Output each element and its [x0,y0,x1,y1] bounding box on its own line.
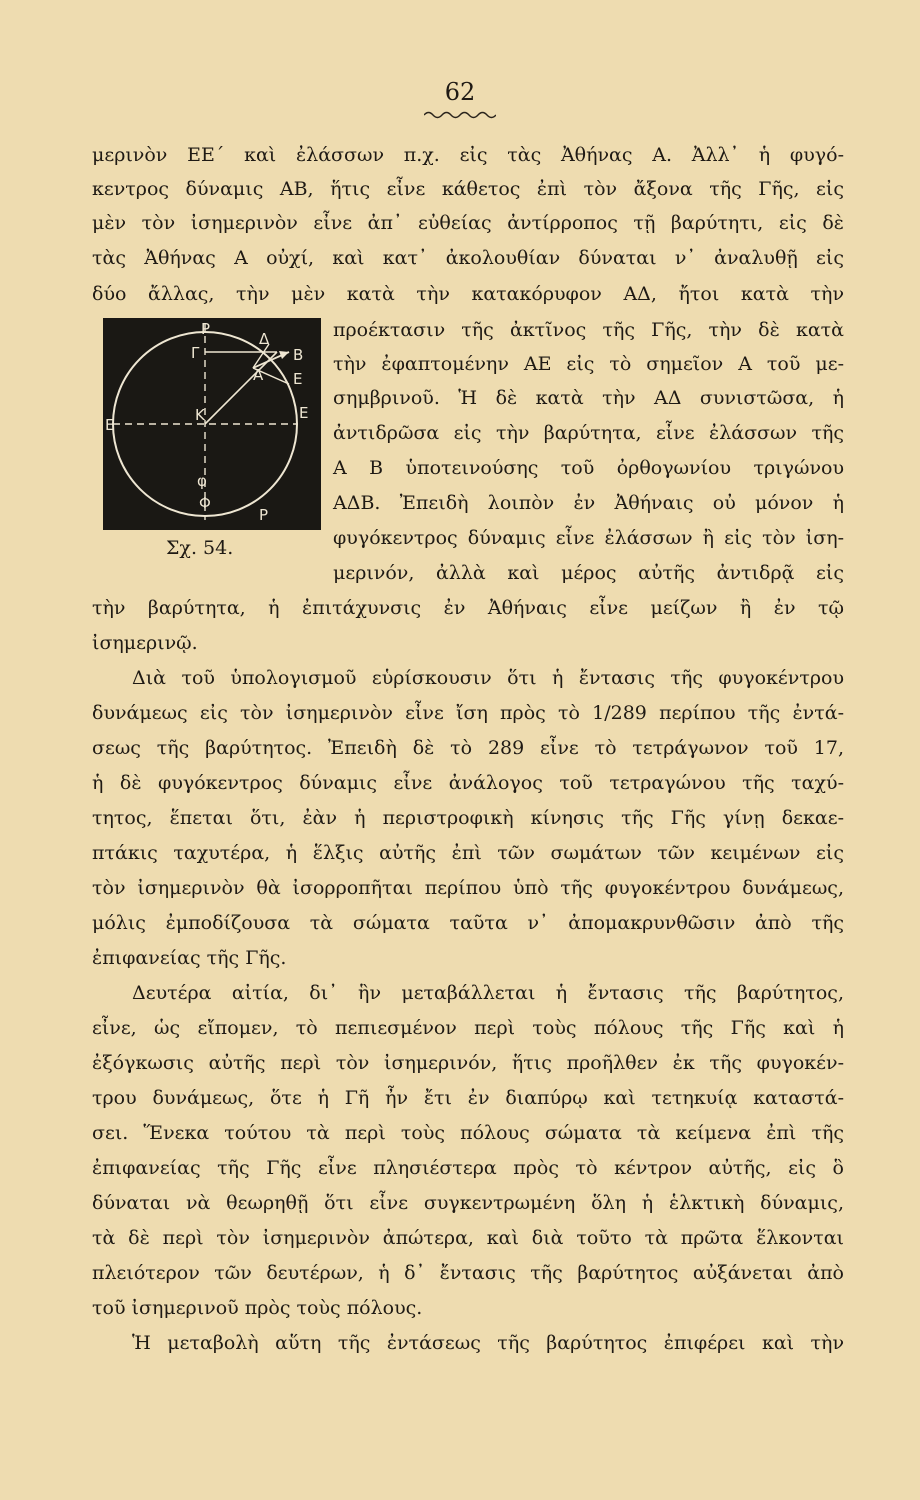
text-line: δύναται νὰ θεωρηθῇ ὅτι εἶνε συγκεντρωμένη ὅλη ἡ ἑλκτικὴ δύναμις, [92,1192,844,1214]
text-line: τρου δυνάμεως, ὅτε ἡ Γῆ ἦν ἔτι ἐν διαπύρῳ καὶ τετηκυίᾳ καταστά- [92,1087,844,1109]
text-line: ἐπιφανείας τῆς Γῆς. [92,947,287,969]
label-phi-small: φ [197,472,207,490]
label-A: A [253,366,264,384]
label-E-right1: E [293,370,303,388]
text-line: Ἡ μεταβολὴ αὕτη τῆς ἐντάσεως τῆς βαρύτητος ἐπιφέρει καὶ τὴν [132,1332,844,1354]
text-line: προέκτασιν τῆς ἀκτῖνος τῆς Γῆς, τὴν δὲ κατὰ [333,319,844,341]
text-line: τητος, ἕπεται ὅτι, ἐὰν ἡ περιστροφικὴ κίνησις τῆς Γῆς γίνῃ δεκαε- [92,807,844,829]
label-P-bottom: P [259,506,269,524]
label-Phi: Φ [199,494,211,512]
text-line: ἐπιφανείας τῆς Γῆς εἶνε πλησιέστερα πρὸς τὸ κέντρον αὐτῆς, εἰς ὃ [92,1157,844,1179]
text-line: κεντρος δύναμις ΑΒ, ἥτις εἶνε κάθετος ἐπὶ τὸν ἄξονα τῆς Γῆς, εἰς [92,178,844,200]
text-line: φυγόκεντρος δύναμις εἶνε ἐλάσσων ἢ εἰς τὸν ἰση- [333,527,844,549]
ornament-divider-icon [424,110,496,120]
text-line: εἶνε, ὡς εἴπομεν, τὸ πεπιεσμένον περὶ τοὺς πόλους τῆς Γῆς καὶ ἡ [92,1017,844,1039]
text-line: δυνάμεως εἰς τὸν ἰσημερινὸν εἶνε ἴση πρὸς τὸ 1/289 περίπου τῆς ἐντά- [92,702,844,724]
text-line: σει. Ἕνεκα τούτου τὰ περὶ τοὺς πόλους σώματα τὰ κείμενα ἐπὶ τῆς [92,1122,844,1144]
text-line: τὰ δὲ περὶ τὸν ἰσημερινὸν ἀπώτερα, καὶ διὰ τοῦτο τὰ πρῶτα ἕλκονται [92,1227,844,1249]
text-line: μερινὸν ΕΕ΄ καὶ ἐλάσσων π.χ. εἰς τὰς Ἀθήνας Α. Ἀλλ᾿ ἡ φυγό- [92,144,844,166]
text-line: ἐξόγκωσις αὐτῆς περὶ τὸν ἰσημερινόν, ἥτις προῆλθεν ἐκ τῆς φυγοκέν- [92,1052,844,1074]
label-B: B [293,346,304,364]
text-line: Α Β ὑποτεινούσης τοῦ ὀρθογωνίου τριγώνου [333,457,844,479]
text-line: μερινόν, ἀλλὰ καὶ μέρος αὐτῆς ἀντιδρᾷ εἰς [333,562,844,584]
label-G: Γ [191,344,200,362]
text-line: σημβρινοῦ. Ἡ δὲ κατὰ τὴν ΑΔ συνιστῶσα, ἡ [333,387,844,409]
text-line: μόλις ἐμποδίζουσα τὰ σώματα ταῦτα ν᾿ ἀπομακρυνθῶσιν ἀπὸ τῆς [92,912,844,934]
text-line: ἡ δὲ φυγόκεντρος δύναμις εἶνε ἀνάλογος τοῦ τετραγώνου τῆς ταχύ- [92,772,844,794]
text-line: μὲν τὸν ἰσημερινὸν εἶνε ἀπ᾿ εὐθείας ἀντίρροπος τῇ βαρύτητι, εἰς δὲ [92,212,844,234]
label-K: K [195,406,205,424]
page-number: 62 [444,78,476,106]
figure-caption: Σχ. 54. [166,537,234,559]
label-P-top: P [201,320,211,338]
text-line: τοῦ ἰσημερινοῦ πρὸς τοὺς πόλους. [92,1297,423,1319]
label-E-right2: E [299,404,309,422]
text-line: σεως τῆς βαρύτητος. Ἐπειδὴ δὲ τὸ 289 εἶνε τὸ τετράγωνον τοῦ 17, [92,737,844,759]
text-line: Διὰ τοῦ ὑπολογισμοῦ εὑρίσκουσιν ὅτι ἡ ἔντασις τῆς φυγοκέντρου [132,667,844,689]
label-D: Δ [259,330,270,348]
figure-diagram [103,318,321,530]
circle-diagram [103,318,321,530]
text-line: τὰς Ἀθήνας Α οὐχί, καὶ κατ᾿ ἀκολουθίαν δύναται ν᾿ ἀναλυθῇ εἰς [92,247,844,269]
text-line: Δευτέρα αἰτία, δι᾿ ἣν μεταβάλλεται ἡ ἔντασις τῆς βαρύτητος, [132,982,844,1004]
text-line: τὴν βαρύτητα, ἡ ἐπιτάχυνσις ἐν Ἀθήναις εἶνε μείζων ἢ ἐν τῷ [92,597,844,619]
text-line: δύο ἄλλας, τὴν μὲν κατὰ τὴν κατακόρυφον ΑΔ, ἤτοι κατὰ τὴν [92,283,844,305]
text-line: τὴν ἐφαπτομένην ΑΕ εἰς τὸ σημεῖον Α τοῦ με- [333,353,844,375]
text-line: ἀντιδρῶσα εἰς τὴν βαρύτητα, εἶνε ἐλάσσων τῆς [333,422,844,444]
text-line: πλειότερον τῶν δευτέρων, ἡ δ᾿ ἔντασις τῆς βαρύτητος αὐξάνεται ἀπὸ [92,1262,844,1284]
label-E-left: E [105,416,115,434]
text-line: ΑΔΒ. Ἐπειδὴ λοιπὸν ἐν Ἀθήναις οὐ μόνον ἡ [333,492,844,514]
text-line: πτάκις ταχυτέρα, ἡ ἕλξις αὐτῆς ἐπὶ τῶν σωμάτων τῶν κειμένων εἰς [92,842,844,864]
text-line: ἰσημερινῷ. [92,632,198,654]
text-line: τὸν ἰσημερινὸν θὰ ἰσορροπῆται περίπου ὑπὸ τῆς φυγοκέντρου δυνάμεως, [92,877,844,899]
